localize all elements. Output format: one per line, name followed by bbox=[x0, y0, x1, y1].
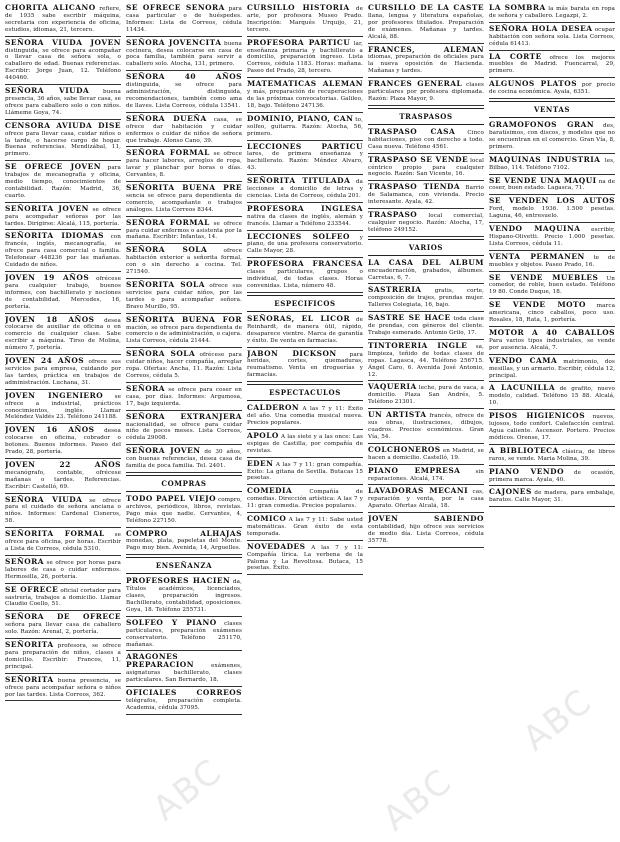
ad-lead: TRASPASO CASA bbox=[368, 126, 456, 136]
classified-ad bbox=[126, 385, 242, 411]
ad-lead: SEÑORITA BUENA FOR bbox=[126, 314, 242, 324]
ad-body: A las siete y a las once: Las espigas de Castilla, por compañía de revistas. bbox=[247, 433, 363, 454]
classified-ad bbox=[5, 4, 121, 37]
ad-body: de ocasión, primera marca. Ayala, 40. bbox=[489, 469, 615, 483]
classified-ad bbox=[126, 219, 242, 245]
ad-lead: COMEDIA bbox=[247, 486, 293, 496]
ad-body: ofrece sus servicios para empresa, cuidando por las tardes, práctica en trabajos de administración. Luchana, 31. bbox=[5, 359, 121, 386]
ad-lead: SEÑORITA FORMAL bbox=[5, 529, 105, 539]
classified-ad bbox=[247, 39, 363, 79]
ad-lead: SE VENDEN LOS AUTOS bbox=[489, 196, 615, 206]
classified-ad bbox=[489, 384, 615, 410]
classified-ad bbox=[368, 487, 484, 513]
ad-lead: SEÑORA DUEÑA bbox=[126, 113, 207, 123]
ad-lead: SEÑORITA bbox=[5, 674, 54, 684]
ad-body: para heridas, cortes, quemaduras, reumatismo. Venta en droguerías y farmacias. bbox=[247, 351, 363, 379]
ad-body: Un comedor, de roble, buen estado. Teléfono 19 80. Conde Duque, 18. bbox=[489, 275, 615, 296]
ad-lead: TINTORERIA INGLE bbox=[368, 340, 468, 350]
ad-lead: PIANO VENDO bbox=[489, 466, 565, 476]
ad-lead: JOVEN 19 AÑOS bbox=[5, 273, 90, 282]
classified-ad bbox=[489, 357, 615, 383]
section-heading: COMPRAS bbox=[126, 475, 242, 492]
classified-ad bbox=[489, 301, 615, 327]
classified-ad bbox=[368, 183, 484, 209]
classified-ad bbox=[247, 404, 363, 430]
ad-body: lar, enseñanza primaria y bachillerato a domicilio, preparación ingreso. Lista Correos, cédula 1183. Horas: mañana. Paseo del Prado, 28, tercero. bbox=[247, 40, 363, 75]
ad-lead: SEÑORA JOVENCITA bbox=[126, 37, 222, 47]
ad-lead: PROFESORA PARTICU bbox=[247, 37, 351, 47]
ad-lead: VAQUERIA bbox=[368, 382, 417, 392]
ad-body: monedas, plata, papeletas del Monte. Pago muy bien. Avenida, 14, Arguelles. bbox=[126, 538, 242, 552]
ad-lead: SEÑORA SOLA bbox=[126, 349, 196, 359]
ad-lead: DOMINIO, PIANO, CAN bbox=[247, 113, 354, 123]
ad-body: to, solfeo, guitarra. Razón: Atocha, 56, primero. bbox=[247, 116, 363, 137]
classified-ad bbox=[5, 274, 121, 314]
classified-ad bbox=[368, 80, 484, 106]
ad-lead: OFICIALES CORREOS bbox=[126, 688, 242, 698]
ad-lead: ALGUNOS PLATOS bbox=[489, 79, 578, 89]
ad-lead: LA SOMBRA bbox=[489, 4, 546, 12]
ad-body: para trabajos de mecanografía y oficina, medio tiempo, conocimientos de contabilidad. Razón: Madrid, 36, cuarto. bbox=[5, 165, 121, 199]
ad-body: matrimonio, dos mesillas, y un armario. Escribir, cédula 12, principal. bbox=[489, 358, 615, 379]
ad-body: gratis, corte, composición de trajes, prendas mujer. Talleres Colegiata, 16, bajo. bbox=[368, 288, 484, 309]
ad-lead: VENDO CAMA bbox=[489, 355, 558, 365]
classified-ad bbox=[489, 25, 615, 51]
ad-lead: COMICO bbox=[247, 514, 287, 524]
ad-lead: SEÑORA SOLA bbox=[126, 245, 208, 255]
ad-lead: SEÑORA bbox=[5, 556, 45, 566]
classified-ad bbox=[126, 447, 242, 473]
ad-body: de arte, por profesora Museo Prado. Inscripción: Marqués Urquijo, 21, tercero. bbox=[247, 6, 363, 33]
ad-lead: CURSILLO DE LA CASTE bbox=[368, 4, 484, 12]
ad-body: Barrio de Salamanca, con vivienda. Precio interesante. Ayala, 42. bbox=[368, 185, 484, 206]
ad-body: nuevos, lujosos, todo confort. Calefacción central. Agua caliente. Ascensor. Portero. Precios módicos. Orense, 17. bbox=[489, 414, 615, 441]
classified-ad bbox=[247, 143, 363, 176]
ad-body: de madera, para embalaje, baratos. Calle Mayor, 31. bbox=[489, 490, 615, 504]
ad-body: telégrafos, preparación completa. Academia, cédula 37095. bbox=[126, 697, 242, 711]
watermark: ABC bbox=[145, 750, 231, 830]
ad-lead: SE VENDE UNA MAQUI bbox=[489, 175, 597, 185]
ad-body: desea colocarse de auxiliar de oficina o en comercio de cualquier clase. Sabe escribir a máquina. Tirso de Molina, número 7, portería. bbox=[5, 317, 121, 352]
classified-ad bbox=[126, 184, 242, 217]
classified-ad bbox=[126, 316, 242, 349]
ad-lead: LAVADORAS MECANI bbox=[368, 486, 469, 496]
ad-lead: SEÑORITA TITULADA bbox=[247, 176, 351, 186]
ad-lead: SEÑORA 40 AÑOS bbox=[126, 72, 242, 82]
ad-lead: SEÑORA DE OFRECE bbox=[5, 612, 121, 622]
ad-body: de Reinhardt, de manera útil, rápido, desaparece vientre. Marca de garantía y éxito. De venta en farmacias. bbox=[247, 316, 363, 344]
ad-body: clases particulares por profesora diplomada. Razón: Plaza Mayor, 9. bbox=[368, 82, 484, 102]
ad-lead: SEÑORA VIUDA bbox=[5, 86, 90, 96]
ad-lead: TRASPASO TIENDA bbox=[368, 182, 461, 192]
ad-lead: SEÑORA FORMAL bbox=[126, 217, 210, 227]
ad-body: nacionalidad, se ofrece para cuidar niño de pocos meses. Lista Correos, cédula 29008. bbox=[126, 421, 242, 442]
ad-lead: SEÑORITA IDIOMAS bbox=[5, 231, 104, 241]
classified-ad bbox=[247, 233, 363, 259]
ad-lead: ARAGONES PREPARACION bbox=[126, 652, 194, 670]
classified-ad bbox=[5, 232, 121, 272]
classified-ad bbox=[126, 689, 242, 715]
ad-body: ofrécese para cualquier trabajo, buenos informes, con bachillerato y nociones de contabilidad. Mercedes, 16, portería. bbox=[5, 276, 121, 310]
ad-lead: SEÑORA FORMAL bbox=[126, 148, 210, 158]
ad-body: ocupar habitación con señora sola. Lista Correos, cédula 61413. bbox=[489, 26, 615, 47]
classified-ad bbox=[5, 641, 121, 674]
ad-lead: PISOS HIGIENICOS bbox=[489, 411, 586, 421]
ad-lead: MATEMATICAS ALEMAN bbox=[247, 79, 363, 89]
classified-ad bbox=[5, 39, 121, 85]
classified-ad bbox=[489, 53, 615, 79]
ad-body: na de coser, buen estado. Lagasca, 71. bbox=[489, 178, 615, 192]
ad-body: compro, archivos, periódicos, libros, revistas. Pago más que nadie. Cervantes, 4, Teléfono 227150. bbox=[126, 496, 242, 524]
ad-lead: SEÑORITA bbox=[5, 640, 54, 650]
classified-ad bbox=[247, 460, 363, 486]
watermark: ABC bbox=[515, 680, 601, 760]
ad-lead: SE VENDE MUEBLES bbox=[489, 272, 599, 282]
classified-ad bbox=[5, 530, 121, 556]
classified-ad bbox=[126, 4, 242, 37]
ad-lead: SEÑORITA JOVEN bbox=[5, 203, 89, 213]
ad-body: marca americana, cinco caballos, poco uso. Rosales, 18, Rata, 1, portería. bbox=[489, 303, 615, 324]
ad-body: llana, lengua y literatura españolas, por profesores titulados. Preparación de exámenes. Mañanas y tardes. Alcalá, 88. bbox=[368, 12, 484, 40]
ad-body: des, baratísimos, con discos, y modelos que no se encuentran en el comercio. Gran Vía, 8, primero. bbox=[489, 123, 615, 150]
classified-ad bbox=[489, 488, 615, 507]
ad-lead: CALDERON bbox=[247, 403, 300, 413]
classified-ad bbox=[126, 246, 242, 279]
classified-ad bbox=[126, 495, 242, 528]
ad-body: desea colocarse en oficina, cobrador o botones. Buenos informes. Paseo del Prado, 28, portería. bbox=[5, 428, 121, 456]
classified-ad bbox=[247, 487, 363, 513]
ad-body: ofrece para llevar casa, cuidar niños o la tarde, o hacerse cargo de hogar. Buenas referencias. Mendizábal, 11, primero. bbox=[5, 130, 121, 158]
classified-column-4 bbox=[368, 4, 484, 836]
ad-lead: JOVEN 24 AÑOS bbox=[5, 356, 85, 366]
ad-lead: CHORITA ALICANO bbox=[5, 4, 96, 12]
classified-ad bbox=[368, 211, 484, 237]
classified-column-1 bbox=[5, 4, 121, 836]
ad-body: leche, pura de vaca, a domicilio. Plaza San Andrés, 5. Teléfono 21301. bbox=[368, 385, 484, 406]
classified-ad bbox=[489, 197, 615, 223]
ad-lead: VENDO MAQUINA bbox=[489, 224, 581, 234]
ad-body: da, Títulos académicos, licenciados, clases, preparación ingresos. Bachillerato, contabilidad, oposiciones. Goya, 18. Teléfono 255731. bbox=[126, 579, 242, 613]
classified-ad bbox=[5, 676, 121, 702]
ad-lead: SEÑORAS, EL LICOR bbox=[247, 313, 351, 323]
ad-body: para casa particular o de huéspedes. Informes: Lista de Correos, cédula 11434. bbox=[126, 6, 242, 33]
ad-body: mecanógrafo, contable, ofrécese mañanas o tardes. Referencias. Escribir: Castelló, 69. bbox=[5, 469, 121, 490]
ad-lead: SE OFRECE JOVEN bbox=[5, 162, 102, 172]
ad-body: de grafito, nuevo modelo, calidad. Teléfono 15 88. Alcalá, 10. bbox=[489, 386, 615, 407]
ad-lead: SEÑORA HOLA DESEA bbox=[489, 23, 593, 33]
ad-lead: CAJONES bbox=[489, 487, 532, 497]
section-heading: ENSEÑANZA bbox=[126, 557, 242, 574]
ad-body: Cinco habitaciones, piso con derecho a todo. Casa nueva. Teléfono 4561. bbox=[368, 129, 484, 150]
ad-body: encuadernación, grabados, álbumes. Carretas, 6, 7. bbox=[368, 267, 484, 281]
classified-ad bbox=[126, 577, 242, 617]
ad-lead: CURSILLO HISTORIA bbox=[247, 4, 350, 12]
ad-body: ofrécese para cuidar niños, hacer compañía, arreglar ropa. Ofertas: Ancha, 11. Razón: Lista Correos, cédula 5. bbox=[126, 352, 242, 379]
classified-ad bbox=[489, 412, 615, 445]
classified-ad bbox=[126, 149, 242, 182]
ad-body: buena presencia, 36 años, sabe llevar casa, se ofrece para caballero solo o con niños. Llámeme Goya, 74. bbox=[5, 89, 121, 116]
ad-body: nativa da clases de inglés, alemán y francés. Llamar a Teléfono 233544. bbox=[247, 213, 363, 227]
classified-ad bbox=[489, 447, 615, 466]
ad-body: mación, se ofrece para dependienta de comercio o de administración, o cajera. Lista Correos, cédula 21444. bbox=[126, 324, 242, 345]
ad-lead: SEÑORITA SOLA bbox=[126, 280, 205, 289]
ad-lead: TRASPASO bbox=[368, 210, 418, 220]
section-heading: ESPECTACULOS bbox=[247, 384, 363, 401]
classified-ad bbox=[247, 177, 363, 203]
ad-lead: NOVEDADES bbox=[247, 541, 306, 551]
section-heading: ESPECIFICOS bbox=[247, 295, 363, 312]
classified-ad bbox=[489, 4, 615, 23]
ad-body: ofrece habitación exterior a señorita formal, con o sin derecho a cocina. Tel. 271540. bbox=[126, 248, 242, 276]
ad-lead: MAQUINAS INDUSTRIA bbox=[489, 154, 601, 164]
classified-ad bbox=[247, 350, 363, 383]
ad-body: clases particulares, grupos o individual, de todas clases. Horas convenidas. Lista, número 48. bbox=[247, 269, 363, 289]
ad-body: cas, reparación y venta, por la casa Aparato. Ofertas Alcalá, 18. bbox=[368, 489, 484, 510]
ad-lead: SEÑORA JOVEN bbox=[126, 446, 201, 456]
ad-lead: LECCIONES SOLFEO bbox=[247, 231, 350, 241]
classified-ad bbox=[247, 543, 363, 576]
classified-ad bbox=[5, 496, 121, 529]
classified-ad bbox=[489, 253, 615, 272]
ad-lead: COMPRO ALHAJAS bbox=[126, 528, 242, 538]
classified-ad bbox=[368, 156, 484, 182]
classified-ad bbox=[489, 274, 615, 300]
classified-ad bbox=[247, 205, 363, 231]
ad-body: buena cocinera, desea colocarse en casa de poca familia, también para servir a caballero solo. Atocha, 131, primero. bbox=[126, 40, 242, 68]
classified-ad bbox=[368, 515, 484, 548]
ad-body: casa, se ofrece dar habitación y cuidar enfermos o cuidar de niños de señora que trabaje. Alonso Cano, 39. bbox=[126, 116, 242, 144]
classified-ad bbox=[5, 558, 121, 584]
ad-body: A las 7 y 11: Compañía lírica. La verbena de la Paloma y La Revoltosa. Butaca, 15 pesetas. Éxito. bbox=[247, 544, 363, 572]
ad-body: y más, preparación de recuperaciones de las próximas convocatorias. Galileo, 18, bajo. Teléfono 247136. bbox=[247, 89, 363, 109]
ad-body: exámenes, asignaturas bachillerato, clases particulares. San Bernardo, 18. bbox=[126, 663, 242, 684]
classified-ad bbox=[5, 586, 121, 612]
ad-lead: SE VENDE MOTO bbox=[489, 300, 586, 310]
classified-ad bbox=[247, 432, 363, 458]
ad-lead: GRAMOFONOS GRAN bbox=[489, 120, 595, 130]
ad-body: lares, de primera enseñanza y bachillerato. Razón: Méndez Alvaro, 43. bbox=[247, 151, 363, 172]
section-heading: TRASPASOS bbox=[368, 108, 484, 125]
classified-ad bbox=[489, 121, 615, 154]
ad-body: buena presencia, se ofrece para acompañar señora o niños por las tardes. Lista Correos, 362. bbox=[5, 677, 121, 698]
ad-body: clásica, de libros raros, se vende. Maria Molina, 39. bbox=[489, 448, 615, 462]
ad-lead: A LACUNILLA bbox=[489, 383, 556, 393]
ad-lead: TODO PAPEL VIEJO bbox=[126, 493, 217, 503]
classified-ad bbox=[126, 653, 242, 687]
classified-column-2 bbox=[126, 4, 242, 836]
ad-body: oficial cortador para sastrería, trabajos a domicilio. Llamar Claudio Coello, 51. bbox=[5, 587, 121, 608]
ad-body: se ofrece para coser en casa, por días. Informes: Argumosa, 17, bajo izquierda. bbox=[126, 386, 242, 407]
ad-lead: A BIBLIOTECA bbox=[489, 445, 559, 455]
classified-ad bbox=[368, 286, 484, 312]
classified-ad bbox=[368, 4, 484, 44]
classified-ad bbox=[5, 392, 121, 425]
ad-lead: PROFESORA INGLESA bbox=[247, 203, 363, 213]
classified-ad bbox=[489, 329, 615, 355]
ad-body: distinguida, se ofrece para acompañar o llevar casa de señora sola, o caballero de edad. Buenas referencias. Escribir: Jorge Juan, 12. Teléfono 440460. bbox=[5, 47, 121, 82]
ad-body: se ofrece para el cuidado de señora anciana o niños. Informes: Cardenal Cisneros, 58. bbox=[5, 497, 121, 525]
ad-body: A las 7 y 11: Éxito del año. Una comedia musical nueva. Precios populares. bbox=[247, 406, 363, 426]
classified-column-5 bbox=[489, 4, 615, 836]
classified-ad bbox=[489, 177, 615, 196]
classified-ad bbox=[489, 225, 615, 251]
ad-body: Ford, modelo 1936. 1.500 pesetas. Laguna, 46, entresuelo. bbox=[489, 206, 615, 220]
classified-ad bbox=[5, 426, 121, 459]
ad-body: ofrece sus servicios para cuidar niños, por las tardes o para acompañar señora. Bravo Murillo, 95. bbox=[126, 283, 242, 310]
classified-ad bbox=[5, 205, 121, 231]
ad-body: escribir, Hispano-Olivetti. Precio 1.000 pesetas. Lista Correos, cédula 11. bbox=[489, 227, 615, 247]
ad-body: refiere, de 1935 sabe escribir máquina, secretaria con experiencia de oficina, estudios, idiomas, 21, tercero. bbox=[5, 6, 121, 33]
classified-ad bbox=[126, 530, 242, 556]
classified-ad bbox=[5, 122, 121, 162]
ad-lead: SASTRERIA bbox=[368, 285, 422, 295]
classified-ad bbox=[126, 115, 242, 148]
ad-body: te de muebles y objetos. Paseo Prado, 16. bbox=[489, 254, 615, 268]
ad-body: A las 7 y 11: gran compañía. Éxito: La gitana de Sevilla. Butacas 15 pesetas. bbox=[247, 461, 363, 482]
ad-lead: FRANCES GENERAL bbox=[368, 79, 463, 89]
ad-lead: APOLO bbox=[247, 430, 279, 440]
ad-body: A las 7 y 11: Sabe usted matemáticas. Gran éxito de esta temporada. bbox=[247, 517, 363, 537]
ad-lead: SE OFRECE bbox=[5, 584, 59, 594]
ad-body: se ofrece a industrial, prácticos conocimientos, inglés. Llamar Meléndez Valdés 23. Teléfono 241188. bbox=[5, 393, 121, 421]
classified-ad bbox=[247, 260, 363, 293]
ad-lead: JOVEN 16 AÑOS bbox=[5, 425, 95, 435]
classified-ad bbox=[126, 413, 242, 446]
ad-body: se ofrece para cuidar enfermos o asistenta por la mañana. Escribir: Infantas, 14. bbox=[126, 220, 242, 241]
classified-ad bbox=[368, 128, 484, 154]
ad-lead: SEÑORA bbox=[126, 383, 166, 393]
ad-body: sa, limpieza, teñido de todas clases de ropas. Lagasca, 44. Teléfono 256715. Ángel Caro, 6. Avenida José Antonio, 12. bbox=[368, 343, 484, 378]
classified-ad bbox=[126, 39, 242, 72]
classified-ad bbox=[5, 87, 121, 120]
classified-ad bbox=[5, 163, 121, 203]
ad-lead: LA CORTE bbox=[489, 51, 542, 61]
ad-lead: MOTOR A 40 CABALLOS bbox=[489, 328, 615, 337]
ad-body: de 30 años, con buenas referencias, desea casa de familia de poca familia. Tel. 2401. bbox=[126, 449, 242, 470]
classified-ad bbox=[489, 80, 615, 99]
ad-body: Para varios tipos industriales, se vende por ausencia. Alcalá, 7. bbox=[489, 337, 615, 351]
ad-lead: SASTRE SE HACE bbox=[368, 313, 451, 323]
ad-lead: TRASPASO SE VENDE bbox=[368, 154, 469, 164]
ad-body: y piano, de una profesora conservatorio. Calle Mayor, 28. bbox=[247, 234, 363, 255]
classified-ad bbox=[5, 357, 121, 390]
classified-ad bbox=[247, 4, 363, 37]
ad-lead: PROFESORA FRANCESA bbox=[247, 259, 363, 269]
ad-body: por precio de cocina económica. Ayala, 6351. bbox=[489, 82, 615, 96]
ad-body: se ofrece por horas para labores de casa o cuidar enfermos. Hermosilla, 26, portería. bbox=[5, 559, 121, 580]
section-heading: VARIOS bbox=[368, 239, 484, 256]
ad-body: les, Bilbao, 114. Teléfono 7102. bbox=[489, 157, 615, 171]
classified-ad bbox=[368, 411, 484, 444]
classified-ad bbox=[5, 613, 121, 639]
ad-lead: CENSORA AVIUDA DISE bbox=[5, 120, 121, 130]
ad-body: Compañía de comedias. Dirección artística: A las 7 y 11: gran comedia. Precios populares. bbox=[247, 489, 363, 510]
ad-body: la más barata en ropa de señora y caballero. Legazpi, 2. bbox=[489, 6, 615, 19]
ad-body: profesora, se ofrece para preparación de niños, clases a domicilio. Escribir: Francos, 11, principal. bbox=[5, 643, 121, 670]
classified-ad bbox=[247, 80, 363, 113]
ad-body: distinguida, se ofrece para administración, distinguida, recomendaciones, también como ama de llaves. Lista Correos, cédula 13541. bbox=[126, 82, 242, 109]
classified-ad bbox=[247, 115, 363, 141]
ad-body: ofrece los mejores muebles de Madrid. Fuencarral, 29, primero. bbox=[489, 54, 615, 75]
classified-ad bbox=[368, 446, 484, 465]
ad-body: sencia se ofrece para dependienta de comercio, acompañante o trabajos análogos. Lista Correos 8344. bbox=[126, 192, 242, 213]
classified-ad bbox=[368, 259, 484, 285]
ad-lead: VENTA PERMANEN bbox=[489, 251, 585, 261]
ad-lead: PIANO EMPRESA bbox=[368, 465, 461, 475]
ad-body: toda clase de prendas, con géneros del cliente. Trabajo esmerado. Antonio Grilo, 17. bbox=[368, 316, 484, 336]
ad-lead: UN ARTISTA bbox=[368, 410, 427, 420]
classified-ad bbox=[5, 316, 121, 356]
ad-lead: SEÑORA EXTRANJERA bbox=[126, 411, 242, 421]
ad-body: local comercial, cualquier negocio. Razón: Atocha, 17, teléfono 249152. bbox=[368, 213, 484, 233]
classified-column-3 bbox=[247, 4, 363, 836]
classified-ad bbox=[368, 46, 484, 79]
classified-ad bbox=[126, 350, 242, 383]
ad-body: contabilidad, hijo ofrece sus servicios de medio día. Lista Correos, cédula 35778. bbox=[368, 524, 484, 544]
watermark: ABC bbox=[375, 760, 461, 840]
ad-body: sin reparaciones. Alcalá, 174. bbox=[368, 468, 484, 482]
ad-body: da lecciones a domicilio de letras y ciencias. Lista de Correos, cédula 201. bbox=[247, 179, 363, 199]
ad-lead: JOVEN SABIENDO bbox=[368, 514, 484, 524]
ad-lead: FRANCES, ALEMAN bbox=[368, 44, 484, 54]
ad-lead: LECCIONES PARTICU bbox=[247, 141, 363, 151]
ad-body: clases particulares, preparación exámenes conservatorio. Teléfono 251170, mañanas. bbox=[126, 620, 242, 648]
ad-lead: JOVEN INGENIERO bbox=[5, 390, 104, 400]
classified-ad bbox=[368, 342, 484, 382]
ad-lead: JOVEN 18 AÑOS bbox=[5, 314, 95, 324]
ad-body: francés, ofrece de sus obras, ilustraciones, dibujos, cuadros. Precios económicos. Gran Vía, 54. bbox=[368, 413, 484, 440]
ad-body: en Madrid, se hacen a domicilio. Castelló, 19. bbox=[368, 447, 484, 461]
ad-lead: COLCHONEROS bbox=[368, 444, 441, 454]
classified-ad bbox=[247, 315, 363, 348]
ad-lead: LA CASA DEL ALBUM bbox=[368, 257, 484, 267]
ad-body: señora para llevar casa de caballero solo. Razón: Arenal, 2, portería. bbox=[5, 622, 121, 636]
classified-ad bbox=[126, 73, 242, 113]
classified-ad bbox=[126, 619, 242, 652]
classified-ad bbox=[5, 461, 121, 494]
ad-body: se ofrece para acompañar señoras por las tardes. Dirigirse: Alcalá, 115, portería. bbox=[5, 206, 121, 227]
ad-body: se ofrece para hacer labores, arreglos de ropa, lavar y planchar por horas o días. Cervantes, 8. bbox=[126, 151, 242, 179]
ad-lead: JABON DICKSON bbox=[247, 348, 337, 358]
ad-lead: PROFESORES HACIEN bbox=[126, 576, 231, 586]
classified-ad bbox=[489, 156, 615, 175]
ad-body: con francés, inglés, mecanografía, se ofrece para casa comercial o familia. Telefonear 448236 por las mañanas. Cuidado de niños. bbox=[5, 234, 121, 269]
ad-lead: SEÑORA VIUDA bbox=[5, 494, 83, 504]
ad-lead: SE OFRECE SEÑORA bbox=[126, 4, 225, 12]
ad-lead: SOLFEO Y PIANO bbox=[126, 617, 217, 627]
ad-lead: EDEN bbox=[247, 458, 274, 468]
section-heading: VENTAS bbox=[489, 101, 615, 118]
ad-body: se ofrece para oficina, por horas. Escribir a Lista de Correos, cédula 5310. bbox=[5, 532, 121, 552]
classified-ad bbox=[368, 467, 484, 486]
classified-ad bbox=[489, 468, 615, 487]
classified-ad bbox=[126, 281, 242, 314]
ad-lead: SEÑORITA BUENA PRE bbox=[126, 183, 242, 193]
ad-lead: SEÑORA VIUDA JOVEN bbox=[5, 37, 121, 47]
ad-body: local céntrico propio para cualquier negocio. Razón: San Vicente, 16. bbox=[368, 157, 484, 178]
classified-ad bbox=[368, 383, 484, 409]
ad-body: idiomas, preparación de oficiales para la nueva oposición de Hacienda. Mañanas y tardes. bbox=[368, 54, 484, 75]
ad-lead: JOVEN 22 AÑOS bbox=[5, 459, 121, 469]
classified-ad bbox=[368, 314, 484, 340]
classified-ad bbox=[247, 515, 363, 541]
